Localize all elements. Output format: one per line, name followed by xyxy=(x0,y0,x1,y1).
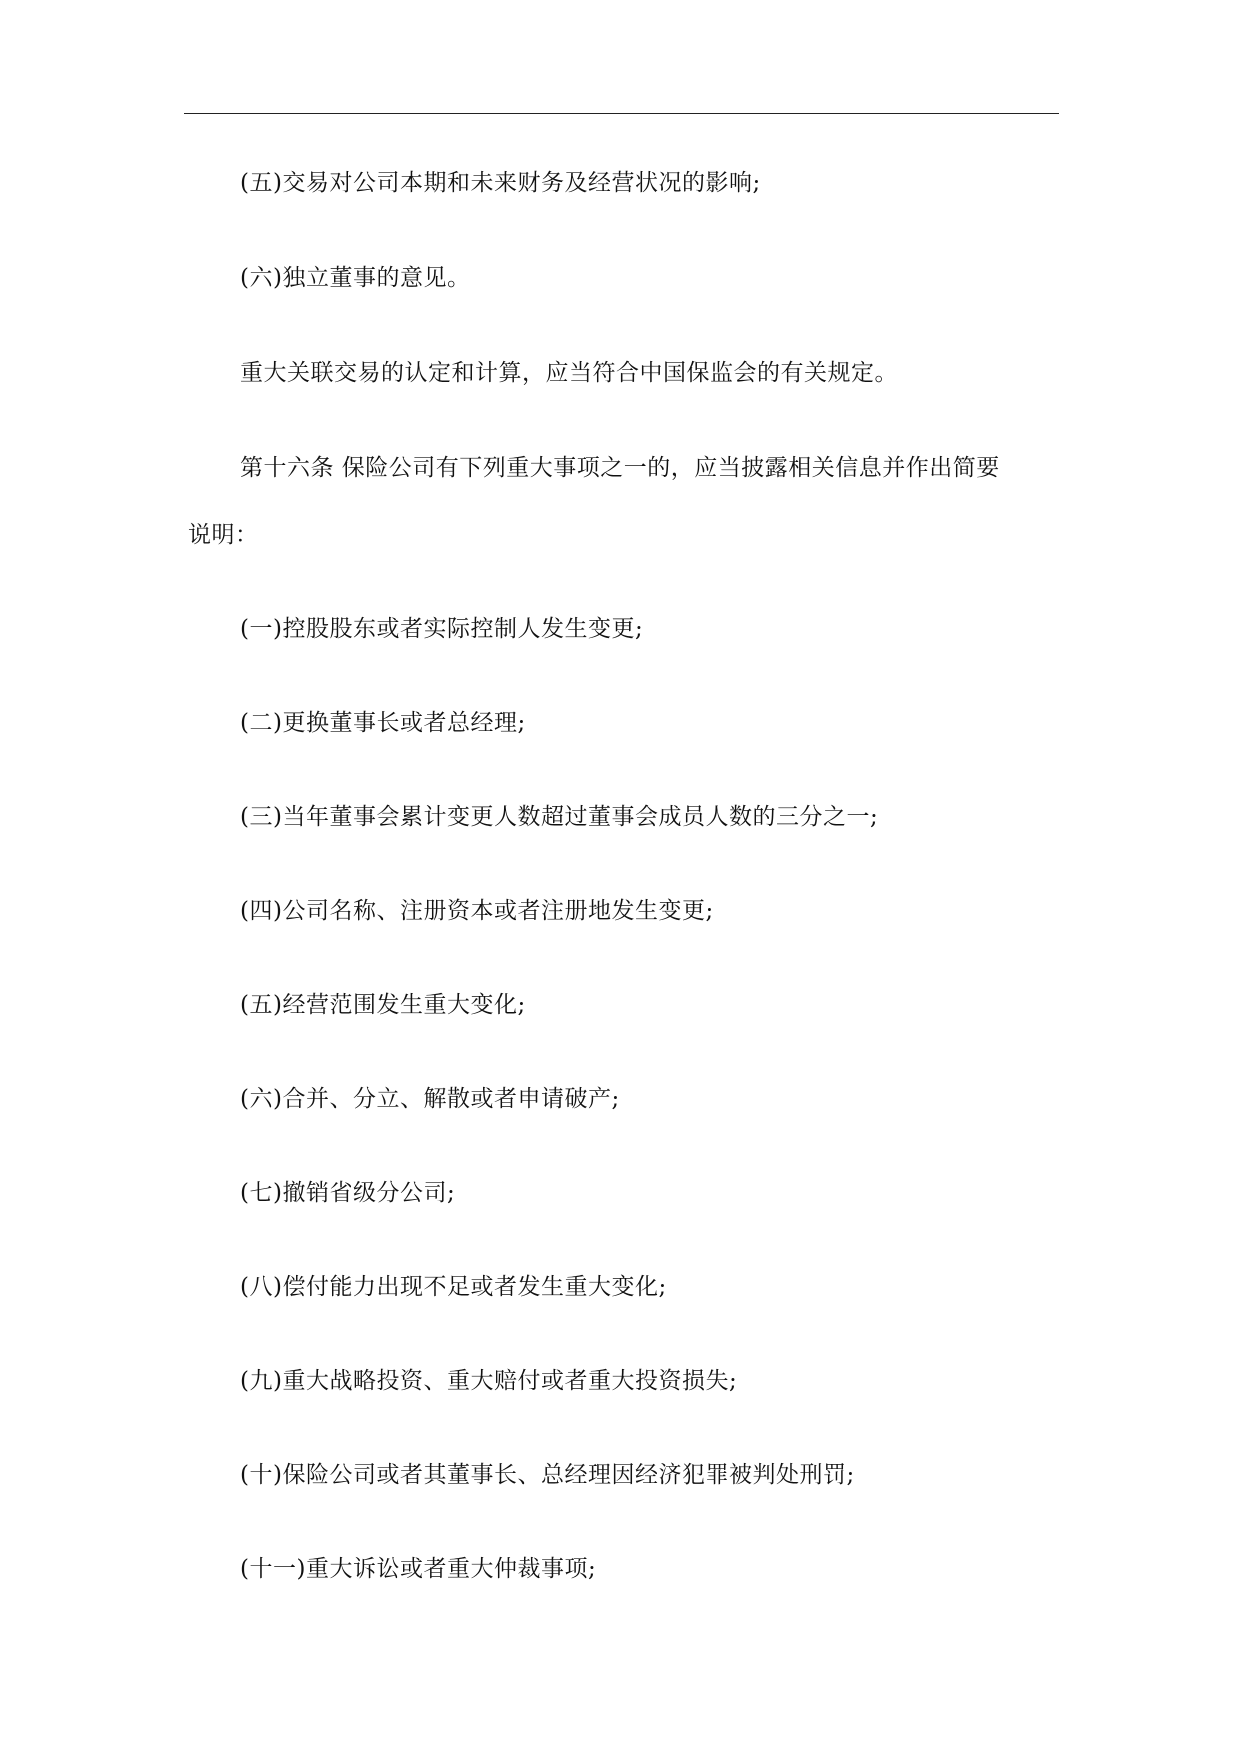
list-item-11: (十一)重大诉讼或者重大仲裁事项; xyxy=(240,1556,597,1582)
list-item-1: (一)控股股东或者实际控制人发生变更; xyxy=(240,616,644,642)
paragraph-related-transaction-rule: 重大关联交易的认定和计算，应当符合中国保监会的有关规定。 xyxy=(240,360,898,386)
header-rule xyxy=(184,113,1059,114)
paragraph-item-6-independent-director: (六)独立董事的意见。 xyxy=(240,265,471,291)
list-item-9: (九)重大战略投资、重大赔付或者重大投资损失; xyxy=(240,1368,738,1394)
list-item-7: (七)撤销省级分公司; xyxy=(240,1180,456,1206)
paragraph-article-16-continued: 说明： xyxy=(188,522,259,548)
paragraph-item-5-impact: (五)交易对公司本期和未来财务及经营状况的影响; xyxy=(240,170,761,196)
list-item-8: (八)偿付能力出现不足或者发生重大变化; xyxy=(240,1274,667,1300)
list-item-2: (二)更换董事长或者总经理; xyxy=(240,710,526,736)
list-item-10: (十)保险公司或者其董事长、总经理因经济犯罪被判处刑罚; xyxy=(240,1462,855,1488)
list-item-3: (三)当年董事会累计变更人数超过董事会成员人数的三分之一; xyxy=(240,804,879,830)
list-item-6: (六)合并、分立、解散或者申请破产; xyxy=(240,1086,620,1112)
list-item-4: (四)公司名称、注册资本或者注册地发生变更; xyxy=(240,898,714,924)
paragraph-article-16: 第十六条 保险公司有下列重大事项之一的，应当披露相关信息并作出简要 xyxy=(240,455,1000,481)
list-item-5: (五)经营范围发生重大变化; xyxy=(240,992,526,1018)
